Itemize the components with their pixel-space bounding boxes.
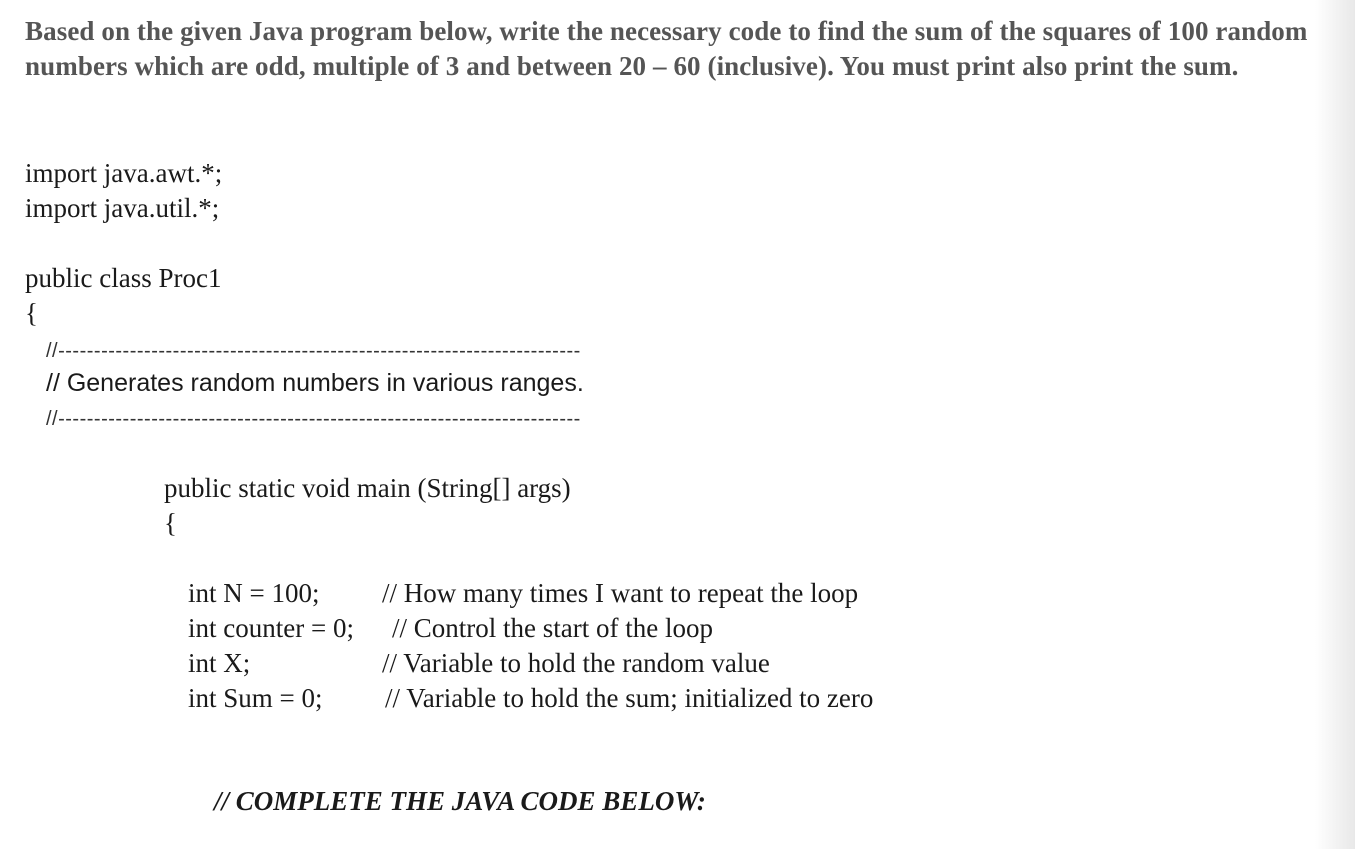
var-decl-sum: int Sum = 0;: [188, 683, 323, 713]
var-comment-n: // How many times I want to repeat the loop: [382, 578, 859, 608]
var-comment-x: // Variable to hold the random value: [382, 648, 770, 678]
complete-code-instruction: // COMPLETE THE JAVA CODE BELOW:: [214, 786, 706, 816]
page-edge-shadow: [1315, 0, 1355, 849]
var-comment-counter: // Control the start of the loop: [392, 613, 713, 643]
var-comment-sum: // Variable to hold the sum; initialized to zero: [385, 683, 874, 713]
var-decl-x: int X;: [188, 648, 251, 678]
comment-divider-top: //-------------------------------------------------------------------------: [46, 340, 581, 362]
var-decl-counter: int counter = 0;: [188, 613, 354, 643]
class-declaration: public class Proc1: [25, 263, 222, 293]
main-method-declaration: public static void main (String[] args): [164, 473, 571, 503]
class-open-brace: {: [25, 298, 38, 328]
header-comment: // Generates random numbers in various ranges.: [46, 369, 584, 397]
main-open-brace: {: [164, 508, 177, 538]
comment-divider-bottom: //-------------------------------------------------------------------------: [46, 408, 581, 430]
import-util: import java.util.*;: [25, 193, 220, 223]
import-awt: import java.awt.*;: [25, 158, 223, 188]
question-text: Based on the given Java program below, write the necessary code to find the sum of the squares of 100 random numbers which are odd, multiple of 3 and between 20 – 60 (inclusive). You must print also print the sum.: [25, 16, 1308, 81]
var-decl-n: int N = 100;: [188, 578, 320, 608]
